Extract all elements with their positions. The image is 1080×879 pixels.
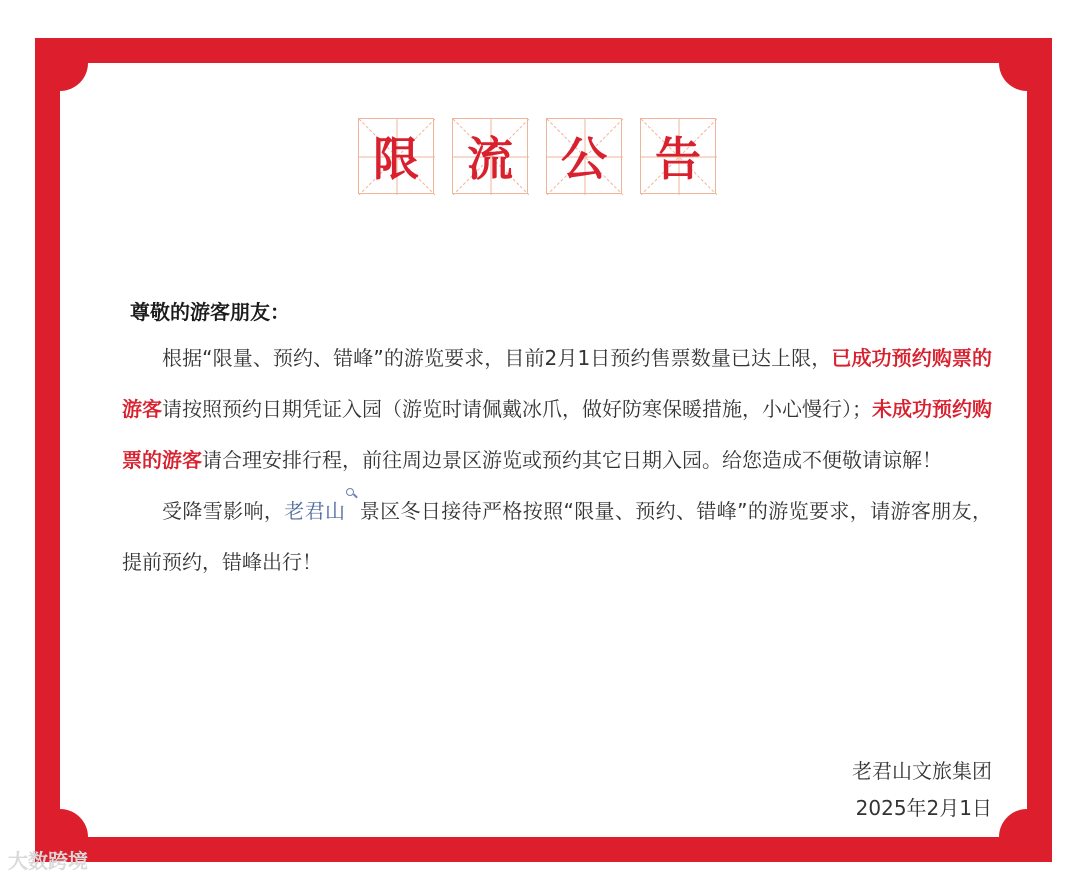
paragraph-2 bbox=[122, 486, 992, 588]
signature-org: 老君山文旅集团 bbox=[852, 759, 992, 783]
title-grid-box bbox=[640, 118, 716, 194]
title-char: 限 bbox=[373, 132, 419, 186]
notice-title bbox=[358, 118, 716, 194]
corner-notch bbox=[999, 809, 1027, 837]
laojunshan-link[interactable]: 老君山 bbox=[284, 499, 346, 523]
signature bbox=[852, 753, 992, 827]
title-grid-box bbox=[452, 118, 528, 194]
paragraph-text: 受降雪影响， bbox=[162, 499, 285, 523]
paragraph-text: 景区冬日接待严格按照“限量、预约、错峰”的游览要求，请游客朋友，提前预约，错峰出行！ bbox=[122, 499, 992, 574]
notice-card bbox=[60, 63, 1027, 837]
red-frame bbox=[35, 38, 1052, 862]
highlight-success: 已成功预约购票的游客 bbox=[122, 346, 993, 421]
paragraph-1 bbox=[122, 333, 992, 486]
paragraph-text: 请按照预约日期凭证入园（游览时请佩戴冰爪，做好防寒保暖措施，小心慢行）； bbox=[162, 397, 872, 421]
watermark: 大数跨境 bbox=[8, 849, 88, 873]
title-grid-box bbox=[546, 118, 622, 194]
notice-body bbox=[122, 333, 992, 588]
search-icon[interactable] bbox=[345, 486, 357, 502]
title-char: 流 bbox=[467, 132, 513, 186]
paragraph-text: 请合理安排行程，前往周边景区游览或预约其它日期入园。给您造成不便敬请谅解！ bbox=[202, 448, 942, 472]
highlight-failed: 未成功预约购票的游客 bbox=[122, 397, 992, 472]
title-char: 公 bbox=[561, 132, 607, 186]
corner-notch bbox=[999, 63, 1027, 91]
paragraph-text: 根据“限量、预约、错峰”的游览要求，目前2月1日预约售票数量已达上限， bbox=[162, 346, 832, 370]
title-grid-box bbox=[358, 118, 434, 194]
corner-notch bbox=[60, 809, 88, 837]
signature-date: 2025年2月1日 bbox=[855, 796, 992, 820]
title-char: 告 bbox=[655, 132, 701, 186]
corner-notch bbox=[60, 63, 88, 91]
greeting: 尊敬的游客朋友： bbox=[130, 300, 290, 324]
